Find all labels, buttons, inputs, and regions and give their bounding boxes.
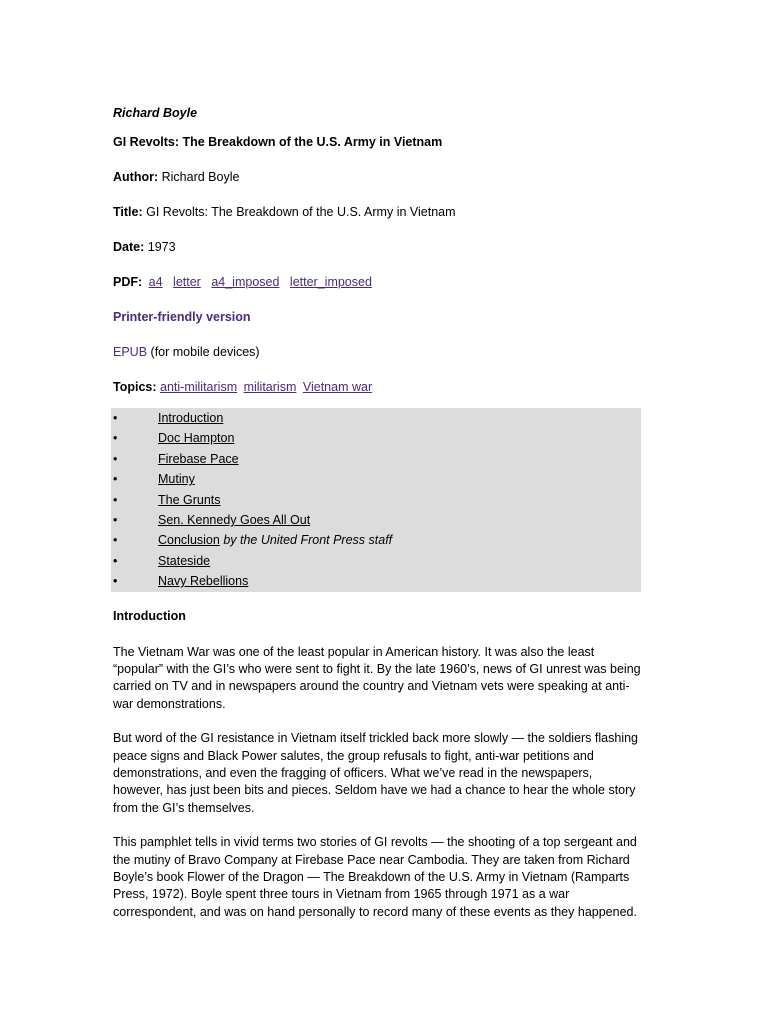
topic-link-anti-militarism[interactable]: anti-militarism — [160, 380, 238, 394]
toc-link-doc-hampton[interactable]: Doc Hampton — [158, 431, 235, 446]
toc-item-firebase-pace — [111, 449, 641, 469]
document-title: GI Revolts: The Breakdown of the U.S. Army in Vietnam — [113, 135, 443, 149]
toc-link-firebase-pace[interactable]: Firebase Pace — [158, 451, 239, 466]
paragraph-line: war demonstrations. — [113, 696, 226, 711]
printer-friendly-link[interactable]: Printer-friendly version — [113, 310, 251, 324]
epub-note: (for mobile devices) — [150, 345, 260, 359]
paragraph-line: peace signs and Black Power salutes, the group refusals to fight, anti-war petitions and — [113, 748, 594, 763]
toc-link-stateside[interactable]: Stateside — [158, 553, 211, 568]
title-value: GI Revolts: The Breakdown of the U.S. Army in Vietnam — [146, 205, 456, 219]
toc-item-sen-kennedy — [111, 510, 641, 530]
topics-row — [113, 379, 658, 396]
date-row — [113, 239, 658, 256]
intro-paragraph-1 — [113, 644, 658, 714]
paragraph-line: carried on TV and in newspapers around the country and Vietnam vets were speaking at anti- — [113, 679, 630, 694]
author-label: Author: — [113, 170, 159, 184]
pdf-row — [113, 274, 658, 291]
topic-link-militarism[interactable]: militarism — [243, 380, 297, 394]
toc-item-stateside — [111, 551, 641, 571]
toc-link-the-grunts[interactable]: The Grunts — [158, 492, 221, 507]
epub-link[interactable]: EPUB — [113, 345, 148, 359]
epub-row — [113, 344, 658, 361]
paragraph-line: from the GI’s themselves. — [113, 800, 255, 815]
bullet-icon: • — [113, 492, 118, 507]
paragraph-line: This pamphlet tells in vivid terms two stories of GI revolts — the shooting of a top sergeant and — [113, 835, 637, 850]
bullet-icon: • — [113, 411, 118, 425]
toc-item-navy-rebellions — [111, 571, 641, 591]
pdf-label: PDF: — [113, 275, 143, 289]
intro-paragraph-2 — [113, 730, 658, 817]
title-label: Title: — [113, 205, 143, 219]
section-heading-introduction: Introduction — [113, 608, 186, 623]
bullet-icon: • — [113, 431, 118, 446]
bullet-icon: • — [113, 512, 118, 527]
pdf-link-letter[interactable]: letter — [173, 275, 201, 289]
toc-conclusion-credit: by the United Front Press staff — [219, 533, 393, 548]
bullet-icon: • — [113, 451, 118, 466]
paragraph-line: Press, 1972). Boyle spent three tours in Vietnam from 1965 through 1971 as a war — [113, 887, 570, 902]
bullet-icon: • — [113, 574, 118, 589]
pdf-link-a4[interactable]: a4 — [148, 275, 163, 289]
pdf-link-letter-imposed[interactable]: letter_imposed — [289, 275, 372, 289]
toc-item-mutiny — [111, 469, 641, 489]
paragraph-line: correspondent, and was on hand personally to record many of these events as they happened. — [113, 904, 637, 919]
bullet-icon: • — [113, 533, 118, 548]
paragraph-line: “popular” with the GI’s who were sent to fight it. By the late 1960’s, news of GI unrest was being — [113, 661, 641, 676]
date-label: Date: — [113, 240, 145, 254]
topics-label: Topics: — [113, 380, 157, 394]
table-of-contents — [111, 408, 641, 592]
toc-link-navy-rebellions[interactable]: Navy Rebellions — [158, 574, 249, 589]
bullet-icon: • — [113, 553, 118, 568]
topic-link-vietnam-war[interactable]: Vietnam war — [302, 380, 373, 394]
toc-link-sen-kennedy[interactable]: Sen. Kennedy Goes All Out — [158, 512, 311, 527]
document-content — [113, 105, 658, 921]
intro-paragraph-3 — [113, 834, 658, 921]
toc-item-conclusion — [111, 530, 641, 550]
toc-link-conclusion[interactable]: Conclusion — [158, 533, 220, 548]
pdf-link-a4-imposed[interactable]: a4_imposed — [211, 275, 280, 289]
toc-link-mutiny[interactable]: Mutiny — [158, 472, 195, 487]
date-value: 1973 — [147, 240, 176, 254]
paragraph-line: But word of the GI resistance in Vietnam itself trickled back more slowly — the soldiers flashing — [113, 731, 638, 746]
bullet-icon: • — [113, 472, 118, 487]
author-row — [113, 169, 658, 186]
toc-link-introduction[interactable]: Introduction — [158, 411, 224, 425]
paragraph-line: Boyle’s book Flower of the Dragon — The Breakdown of the U.S. Army in Vietnam (Ramparts — [113, 869, 630, 884]
title-row — [113, 204, 658, 221]
paragraph-line: however, has just been bits and pieces. Seldom have we had a chance to hear the whole story — [113, 783, 636, 798]
toc-item-introduction — [111, 408, 641, 428]
paragraph-line: demonstrations, and even the fragging of officers. What we’ve read in the newspapers, — [113, 765, 593, 780]
paragraph-line: The Vietnam War was one of the least popular in American history. It was also the least — [113, 644, 595, 659]
author-value: Richard Boyle — [161, 170, 240, 184]
author-heading: Richard Boyle — [113, 106, 198, 120]
toc-item-doc-hampton — [111, 428, 641, 448]
paragraph-line: the mutiny of Bravo Company at Firebase Pace near Cambodia. They are taken from Richard — [113, 852, 630, 867]
toc-item-the-grunts — [111, 490, 641, 510]
